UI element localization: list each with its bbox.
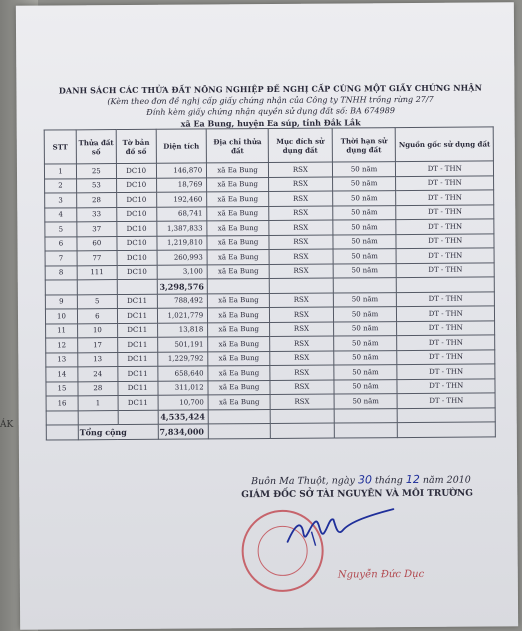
column-header: Nguồn gốc sử dụng đất — [396, 127, 494, 162]
table-cell: 788,492 — [157, 293, 208, 308]
table-cell — [77, 280, 117, 295]
table-cell — [208, 409, 270, 424]
table-cell: DC10 — [117, 221, 157, 236]
table-cell: 50 năm — [333, 307, 397, 322]
column-header: Tờ bản đồ số — [116, 129, 156, 163]
table-header-row — [44, 127, 493, 164]
table-cell: 1 — [44, 164, 76, 179]
table-cell: DC10 — [117, 265, 157, 280]
table-cell: 9 — [45, 294, 77, 309]
table-cell — [207, 278, 269, 293]
table-cell: xã Ea Bung — [208, 365, 270, 380]
table-cell: RSX — [269, 293, 333, 308]
table-cell: xã Ea Bung — [207, 206, 269, 221]
table-cell: 2 — [45, 178, 77, 193]
table-cell — [46, 425, 78, 440]
table-cell: 10 — [77, 323, 117, 338]
table-cell: xã Ea Bung — [208, 307, 270, 322]
table-cell: 17 — [78, 338, 118, 353]
table-cell: DT - THN — [397, 306, 495, 321]
table-cell: RSX — [269, 235, 333, 250]
table-cell: 50 năm — [332, 176, 396, 191]
table-cell: 37 — [77, 222, 117, 237]
table-cell: 50 năm — [332, 191, 396, 206]
table-cell: DT - THN — [396, 190, 494, 205]
table-cell: 1,229,792 — [157, 351, 208, 366]
table-cell: DT - THN — [397, 393, 495, 408]
table-cell: 50 năm — [333, 234, 397, 249]
document-title: DANH SÁCH CÁC THỬA ĐẤT NÔNG NGHIỆP ĐỀ NGHỊ CẤP CÙNG MỘT GIẤY CHỨNG NHẬN — [58, 82, 483, 96]
column-header: STT — [44, 130, 76, 164]
table-cell: 3,100 — [157, 264, 208, 279]
table-cell — [398, 407, 496, 422]
table-cell — [46, 410, 78, 425]
table-cell: 501,191 — [157, 337, 208, 352]
table-cell: 13,818 — [157, 322, 208, 337]
table-cell: RSX — [270, 380, 334, 395]
table-cell: 50 năm — [334, 365, 398, 380]
table-cell: DT - THN — [396, 161, 494, 176]
table-cell: RSX — [268, 162, 332, 177]
table-cell — [270, 423, 334, 438]
table-cell: 146,870 — [156, 163, 207, 178]
date-year: năm 2010 — [422, 474, 471, 486]
table-cell: 1,387,833 — [156, 221, 207, 236]
table-cell: 1,219,810 — [157, 235, 208, 250]
table-cell: 10,700 — [158, 395, 209, 410]
table-cell — [334, 408, 398, 423]
total-row — [46, 422, 495, 440]
table-cell: RSX — [270, 336, 334, 351]
table-cell: DC11 — [117, 308, 157, 323]
table-cell: xã Ea Bung — [207, 235, 269, 250]
table-cell: DC10 — [116, 192, 156, 207]
table-cell: DT - THN — [397, 320, 495, 335]
table-cell: xã Ea Bung — [207, 249, 269, 264]
table-cell: xã Ea Bung — [207, 264, 269, 279]
table-cell: RSX — [269, 177, 333, 192]
table-cell: DC11 — [117, 323, 157, 338]
table-cell: DC10 — [117, 250, 157, 265]
certificate-reference: Đính kèm giấy chứng nhận quyền sử dụng đất số: BA 674989 — [146, 106, 395, 117]
table-cell: RSX — [269, 307, 333, 322]
date-month: 12 — [405, 472, 420, 487]
table-cell: 50 năm — [333, 321, 397, 336]
table-cell: DT - THN — [396, 204, 494, 219]
table-cell: DC10 — [117, 207, 157, 222]
table-cell: DT - THN — [397, 349, 495, 364]
table-cell: 6 — [45, 236, 77, 251]
table-cell: DC11 — [118, 366, 158, 381]
table-cell: 25 — [76, 164, 116, 179]
table-cell: xã Ea Bung — [208, 322, 270, 337]
table-cell: 68,741 — [156, 206, 207, 221]
table-cell: DC11 — [118, 395, 158, 410]
table-cell: DC11 — [118, 352, 158, 367]
table-cell: 28 — [78, 381, 118, 396]
table-cell: 50 năm — [334, 379, 398, 394]
table-cell: 50 năm — [332, 162, 396, 177]
column-header: Thời hạn sử dụng đất — [332, 128, 396, 162]
table-cell: xã Ea Bung — [208, 336, 270, 351]
table-cell: DC10 — [117, 236, 157, 251]
table-cell: 4 — [45, 207, 77, 222]
table-cell: DT - THN — [396, 248, 494, 263]
table-cell: 111 — [77, 265, 117, 280]
table-cell: DT - THN — [397, 364, 495, 379]
table-cell — [398, 422, 496, 437]
table-cell: xã Ea Bung — [208, 394, 270, 409]
document-subtitle: (Kèm theo đơn đề nghị cấp giấy chứng nhận của Công ty TNHH trồng rừng 27/7 — [107, 94, 434, 107]
table-cell: 50 năm — [333, 249, 397, 264]
table-cell: DT - THN — [396, 233, 494, 248]
table-cell: 311,012 — [158, 380, 209, 395]
signatory-title: GIÁM ĐỐC SỞ TÀI NGUYÊN VÀ MÔI TRƯỜNG — [241, 488, 473, 501]
table-cell: DT - THN — [396, 219, 494, 234]
table-cell: 16 — [46, 396, 78, 411]
column-header: Diện tích — [156, 129, 207, 163]
table-cell: 10 — [45, 309, 77, 324]
table-cell: 33 — [77, 207, 117, 222]
table-cell: 3 — [45, 193, 77, 208]
table-cell: DT - THN — [397, 335, 495, 350]
table-cell: 50 năm — [334, 394, 398, 409]
signer-name: Nguyễn Đức Dục — [337, 568, 425, 581]
table-cell: 5 — [77, 294, 117, 309]
table-cell: 50 năm — [333, 220, 397, 235]
table-cell — [334, 423, 398, 438]
table-cell — [45, 280, 77, 295]
table-cell: xã Ea Bung — [207, 191, 269, 206]
table-cell: 13 — [78, 352, 118, 367]
table-cell: 6 — [77, 309, 117, 324]
table-cell: 14 — [46, 367, 78, 382]
table-cell: DT - THN — [397, 291, 495, 306]
table-cell: xã Ea Bung — [207, 177, 269, 192]
table-cell: 60 — [77, 236, 117, 251]
total-value: 7,834,000 — [158, 424, 209, 439]
table-cell: 5 — [45, 222, 77, 237]
document-page — [16, 2, 518, 629]
table-cell: 11 — [46, 323, 78, 338]
table-cell: 50 năm — [332, 205, 396, 220]
table-cell — [78, 410, 118, 425]
table-cell: DC11 — [118, 381, 158, 396]
table-cell — [397, 277, 495, 292]
table-cell: 1 — [78, 396, 118, 411]
table-cell: 50 năm — [333, 350, 397, 365]
table-cell: xã Ea Bung — [208, 293, 270, 308]
table-cell: 50 năm — [333, 292, 397, 307]
handwritten-signature — [281, 503, 401, 558]
table-cell — [117, 279, 157, 294]
table-cell: DC11 — [117, 337, 157, 352]
table-cell: DC11 — [117, 294, 157, 309]
table-cell: RSX — [269, 206, 333, 221]
table-cell: RSX — [269, 220, 333, 235]
table-cell: RSX — [269, 249, 333, 264]
table-cell: RSX — [269, 264, 333, 279]
table-cell: 658,640 — [157, 366, 208, 381]
column-header: Thửa đất số — [76, 130, 116, 164]
table-cell — [118, 410, 158, 425]
table-cell: DT - THN — [397, 378, 495, 393]
table-cell: 8 — [45, 265, 77, 280]
table-cell — [269, 278, 333, 293]
table-cell: DT - THN — [397, 262, 495, 277]
table-cell — [208, 423, 270, 438]
table-cell — [333, 278, 397, 293]
table-cell: 53 — [76, 178, 116, 193]
table-cell: xã Ea Bung — [208, 351, 270, 366]
table-cell: 192,460 — [156, 192, 207, 207]
column-header: Mục đích sử dụng đất — [268, 128, 332, 162]
side-paper-fragment: ÁK — [0, 420, 14, 430]
table-cell: RSX — [270, 322, 334, 337]
table-cell: 1,021,779 — [157, 308, 208, 323]
table-cell: 50 năm — [333, 336, 397, 351]
table-cell: xã Ea Bung — [207, 162, 269, 177]
table-cell: DC10 — [116, 163, 156, 178]
table-cell: xã Ea Bung — [207, 220, 269, 235]
location-line: xã Ea Bung, huyện Ea súp, tỉnh Đắk Lắk — [180, 117, 361, 129]
column-header: Địa chỉ thửa đất — [206, 128, 268, 162]
signature-date — [251, 473, 471, 488]
table-cell: 77 — [77, 251, 117, 266]
table-cell: 260,993 — [157, 250, 208, 265]
table-cell: RSX — [270, 365, 334, 380]
table-cell: RSX — [269, 191, 333, 206]
table-cell: 50 năm — [333, 263, 397, 278]
table-cell: RSX — [270, 351, 334, 366]
subtotal-value: 4,535,424 — [158, 409, 209, 424]
table-cell: 12 — [46, 338, 78, 353]
date-month-word: tháng — [374, 475, 403, 487]
subtotal-value: 3,298,576 — [157, 279, 208, 294]
total-label: Tổng cộng — [78, 424, 158, 439]
table-cell: xã Ea Bung — [208, 380, 270, 395]
table-cell: 28 — [77, 193, 117, 208]
table-cell: 24 — [78, 367, 118, 382]
table-cell: DC10 — [116, 178, 156, 193]
table-cell: 18,769 — [156, 177, 207, 192]
date-day: 30 — [357, 473, 372, 487]
table-cell: 15 — [46, 381, 78, 396]
table-cell: 7 — [45, 251, 77, 266]
table-cell: 13 — [46, 352, 78, 367]
land-parcel-table — [44, 126, 496, 440]
table-cell — [270, 409, 334, 424]
table-cell: DT - THN — [396, 175, 494, 190]
date-prefix: Buôn Ma Thuột, ngày — [251, 475, 355, 488]
table-cell: RSX — [270, 394, 334, 409]
